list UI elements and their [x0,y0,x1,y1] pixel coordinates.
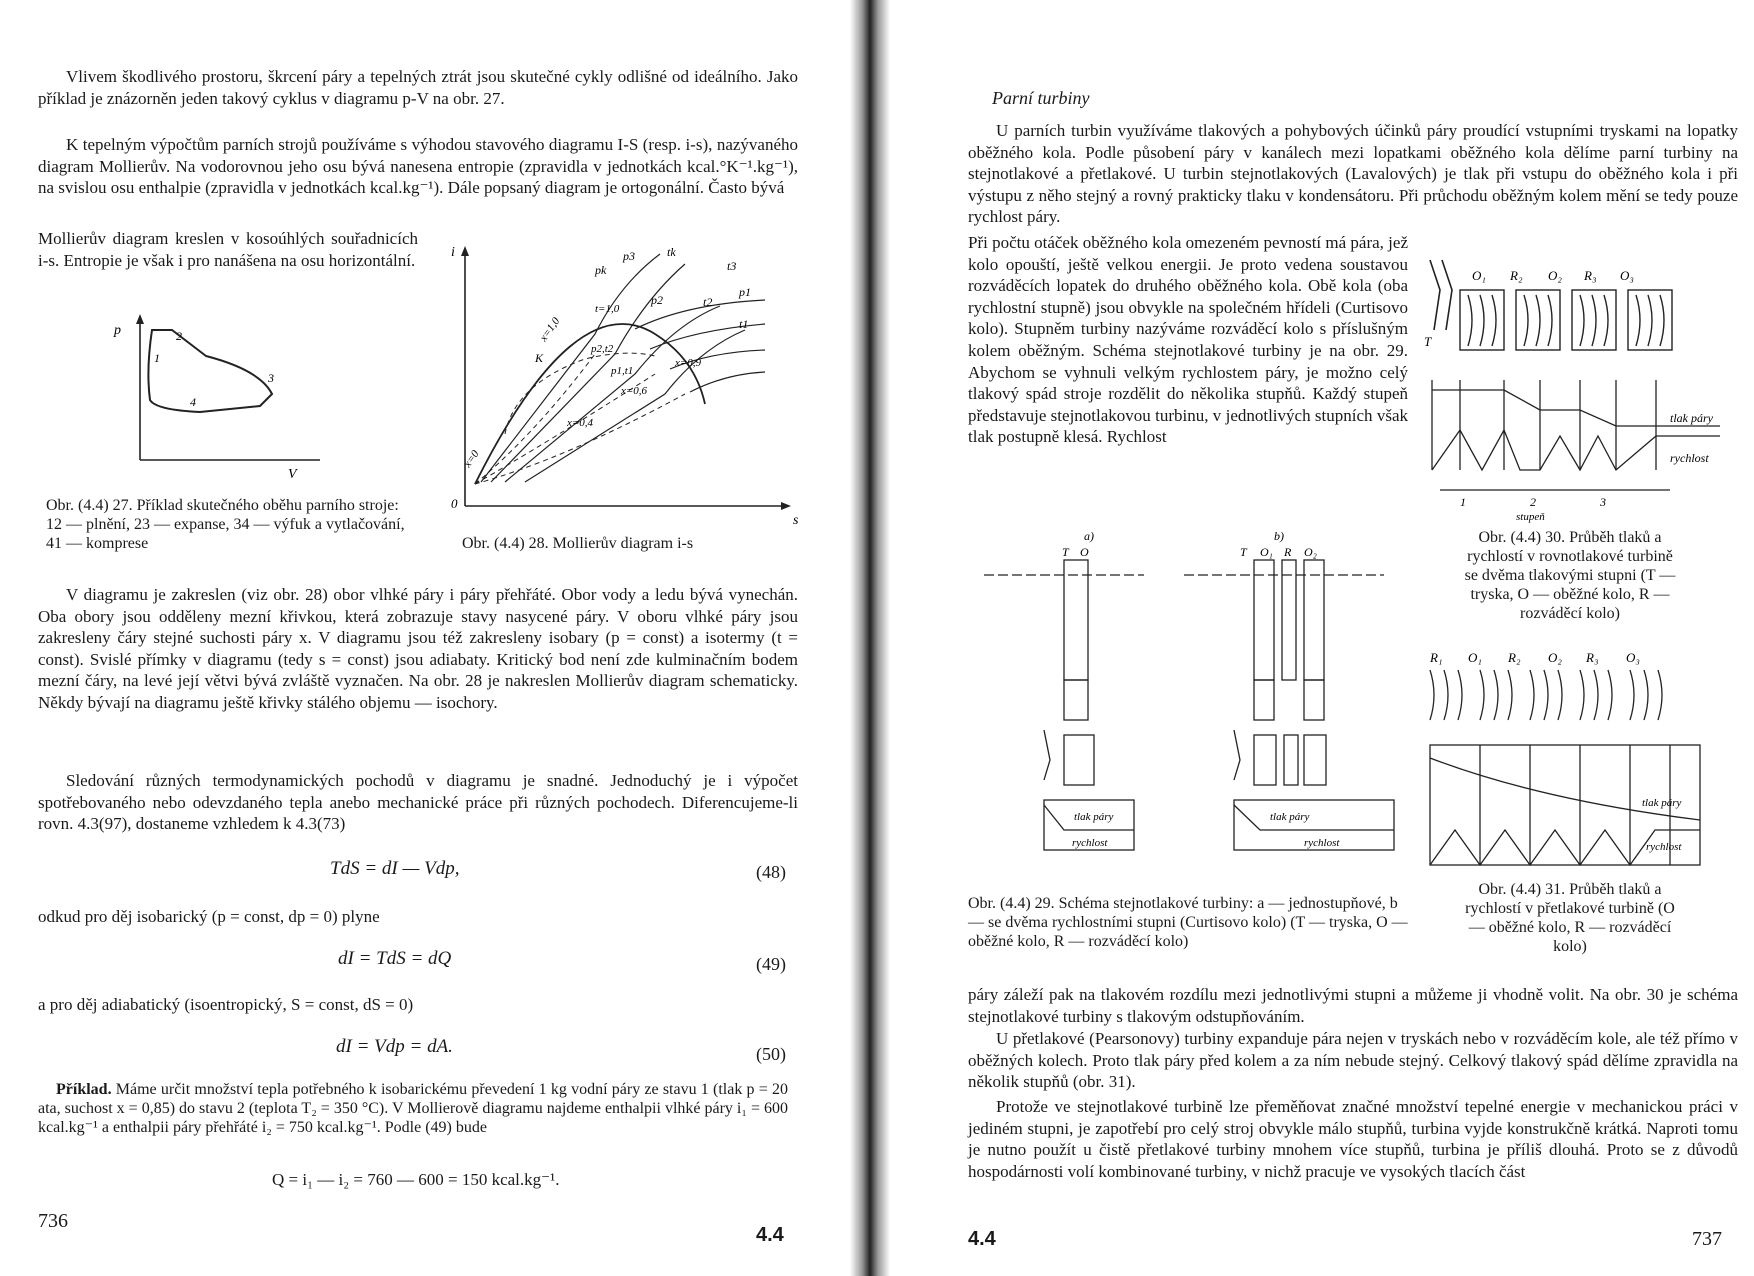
paragraph: Protože ve stejnotlakové turbině lze přeměňovat značné množství tepelné energie v mechanickou práci v jediném stupni, je zapotřebí pro celý stroj obvykle málo stupňů, turbina vyjde konstrukčně krátká. Naproti tomu je nutno použít u čistě přetlakové turbiny mnohem více stupňů, turbina je příliš dlouhá. Proto se z důvodů hospodárnosti volí kombinované turbiny, v nichž pracuje ve vysokých tlacích část [968,1097,1738,1181]
figure-27-pv-diagram [110,310,340,482]
stage-label: R₂ [1508,650,1521,665]
curve-label: p2,t2 [591,343,614,355]
paragraph: V diagramu je zakreslen (viz obr. 28) obor vlhké páry i páry přehřáté. Obor vody a ledu bývá vynechán. Oba obory jsou odděleny mezní křivkou, která zobrazuje stavy nasycené páry. V oboru vlhké páry jsou zakresleny čáry stejné suchosti páry x. V diagramu jsou též zakresleny isobary (p = const) a isotermy (t = const). Svislé přímky v diagramu (tedy s = const) jsou adiabaty. Kritický bod není zde kulminačním bodem mezní čáry, na levé její větvi bývá zvláště vyznačen. Na obr. 28 je nakreslen Mollierův diagram schematicky. Někdy bývají na diagramu ještě křivky stálého objemu — isochory. [38,585,798,712]
figure-31-caption: Obr. (4.4) 31. Průběh tlaků a rychlostí v přetlakové turbině (O — oběžné kolo, R — rozváděcí kolo) [1465,881,1675,955]
curve-label: p1 [739,285,751,299]
figure-28-caption: Obr. (4.4) 28. Mollierův diagram i-s [462,535,694,552]
example-label: Příklad. [56,1081,112,1098]
equation-number: (48) [756,862,786,882]
section-number: 4.4 [756,1224,784,1246]
paragraph: páry záleží pak na tlakovém rozdílu mezi jednotlivými stupni a můžeme ji vhodně volit. Na obr. 30 je schéma stejnotlakové turbiny s tlakovým odstupňováním. [968,985,1738,1026]
curve-label: tk [667,245,676,259]
curve-label: t2 [703,295,713,309]
axis-label: s [793,513,799,528]
section-number: 4.4 [968,1228,996,1250]
curve-label: p2 [651,293,663,307]
figure-27-caption: Obr. (4.4) 27. Příklad skutečného oběhu parního stroje: 12 — plnění, 23 — expanse, 34 — výfuk a vytlačování, 41 — komprese [46,497,405,552]
paragraph: K tepelným výpočtům parních strojů používáme s výhodou stavového diagramu I-S (resp. i-s), nazývaného diagram Mollierův. Na vodorovnou jeho osu bývá nanesena entropie (zpravidla v jednotkách kcal.°K⁻¹.kg⁻¹), na svislou osu enthalpie (zpravidla v jednotkách kcal.kg⁻¹). Dále popsaný diagram je ortogonální. Často bývá [38,135,798,198]
axis-label: 0 [451,496,458,511]
point-label: 4 [190,395,196,409]
stage-label: R₁ [1430,650,1443,665]
curve-label: x=1,0 [537,315,563,344]
axis-label: i [451,245,455,260]
paragraph: U přetlakové (Pearsonovy) turbiny expanduje pára nejen v tryskách nebo v rozváděcím kole, ale též přímo v oběžných kolech. Proto tlak páry před kolem a za ním nebude stejný. Celkový tlakový spád dělíme zpravidla na několik stupňů (obr. 31). [968,1029,1738,1092]
curve-label: pk [595,263,607,277]
point-label: 2 [176,329,182,343]
part-label: T [1062,545,1069,559]
figure-30-diagram [1420,250,1730,523]
axis-label: stupeň [1516,511,1545,523]
point-label: 1 [154,351,160,365]
curve-label: tlak páry [1074,811,1114,823]
part-label: O₂ [1304,545,1317,559]
equation-48: TdS = dI — Vdp, [330,858,460,879]
curve-label: t3 [727,259,737,273]
stage-number: 2 [1530,495,1536,509]
curve-label: tlak páry [1642,797,1682,809]
figure-31-diagram [1420,650,1720,880]
paragraph: U parních turbin využíváme tlakových a pohybových účinků páry proudící vstupními tryskami na lopatky oběžného kola. Podle působení páry v kanálech mezi lopatkami oběžného kola dělíme parní turbiny na stejnotlakové a přetlakové. U turbin stejnotlakových (Lavalových) je tlak při vstupu do oběžného kola i při výstupu z něho stejný a rovný prakticky tlaku v kondensátoru. Při průchodu oběžným kolem mění se tedy pouze rychlost páry. [968,121,1738,227]
curve-label: rychlost [1670,451,1709,465]
part-label: O [1080,545,1089,559]
paragraph: a pro děj adiabatický (isoentropický, S = const, dS = 0) [38,995,414,1014]
curve-label: rychlost [1072,837,1108,849]
paragraph: Vlivem škodlivého prostoru, škrcení páry a tepelných ztrát jsou skutečné cykly odlišné od ideálního. Jako příklad je znázorněn jeden takový cyklus v diagramu p-V na obr. 27. [38,67,798,108]
stage-label: R₃ [1586,650,1599,665]
curve-label: tlak páry [1670,411,1713,425]
curve-label: K [535,351,544,365]
right-page [880,0,1754,1276]
curve-label: x=0,4 [567,417,594,429]
stage-label: R₂ [1510,268,1523,283]
curve-label: p3 [623,249,635,263]
stage-label: R₃ [1584,268,1597,283]
curve-label: t=1,0 [595,303,620,315]
stage-label: O₁ [1468,650,1482,665]
equation-number: (49) [756,954,786,974]
stage-label: O₂ [1548,268,1562,283]
example-block [38,1080,788,1137]
stage-label: T [1424,334,1432,349]
page-number: 737 [1692,1228,1722,1250]
section-heading: Parní turbiny [992,88,1090,108]
stage-label: O₃ [1620,268,1634,283]
paragraph: Sledování různých termodynamických pochodů v diagramu je snadné. Jednoduchý je i výpočet spotřebovaného nebo odevzdaného tepla anebo mechanické práce při různých pochodech. Diferencujeme-li rovn. 4.3(97), dostaneme vzhledem k 4.3(73) [38,771,798,834]
left-page [0,0,860,1276]
figure-29-diagram [984,530,1414,860]
axis-label: V [288,467,297,482]
stage-number: 1 [1460,495,1466,509]
page-number: 736 [38,1210,68,1232]
axis-label: p [114,323,121,338]
curve-label: tlak páry [1270,811,1310,823]
stage-label: O₃ [1626,650,1640,665]
paragraph: Při počtu otáček oběžného kola omezeném pevností má pára, jež kolo opouští, ještě velkou energii. Je proto vedena soustavou rozváděcích lopatek do druhého oběžného kola. Obě kola (oba rychlostní stupně) jsou obvykle na společném hřídeli (Curtisovo kolo). Stupněm turbiny nazýváme rozváděcí kolo s příslušným kolem oběžným. Schéma stejnotlakové turbiny je na obr. 29. Abychom se vyhnuli velkým rychlostem páry, je možno celý tlakový spád stroje rozdělit do několika stupňů. Každý stupeň představuje stejnotlakovou turbinu, v jednotlivých stupních však tlak postupně klesá. Rychlost [968,233,1408,447]
curve-label: x=0,6 [621,385,648,397]
curve-label: rychlost [1646,841,1682,853]
example-equation: Q = i₁ — i₂ = 760 — 600 = 150 kcal.kg⁻¹. [272,1170,560,1189]
subfigure-label: a) [1084,529,1094,543]
stage-label: O₁ [1472,268,1486,283]
curve-label: rychlost [1304,837,1340,849]
stage-label: O₂ [1548,650,1562,665]
part-label: R [1284,545,1292,559]
paragraph: odkud pro děj isobarický (p = const, dp = 0) plyne [38,907,380,926]
equation-50: dI = Vdp = dA. [336,1036,453,1057]
part-label: O₁ [1260,545,1273,559]
subfigure-label: b) [1274,529,1284,543]
curve-label: x=0,9 [675,357,702,369]
equation-49: dI = TdS = dQ [338,948,452,969]
curve-label: p1,t1 [611,365,634,377]
curve-label: t1 [739,317,749,331]
example-text: Máme určit množství tepla potřebného k isobarickému převedení 1 kg vodní páry ze stavu 1 (tlak p = 20 ata, suchost x = 0,85) do stavu 2 (teplota T₂ = 350 °C). V Mollierově diagramu najdeme enthalpii vlhké páry i₁ = 600 kcal.kg⁻¹ a enthalpii páry přehřáté i₂ = 750 kcal.kg⁻¹. Podle (49) bude [38,1081,788,1136]
paragraph: Mollierův diagram kreslen v kosoúhlých souřadnicích i-s. Entropie je však i pro nanášena na osu horizontální. [38,229,418,270]
part-label: T [1240,545,1247,559]
point-label: 3 [268,371,274,385]
curve-label: x=0 [461,448,482,470]
stage-number: 3 [1600,495,1606,509]
figure-29-caption: Obr. (4.4) 29. Schéma stejnotlakové turbiny: a — jednostupňové, b — se dvěma rychlostními stupni (Curtisovo kolo) (T — tryska, O — oběžné kolo, R — rozváděcí kolo) [968,895,1408,950]
equation-number: (50) [756,1044,786,1064]
figure-28-mollier-diagram [445,244,805,534]
figure-30-caption: Obr. (4.4) 30. Průběh tlaků a rychlostí v rovnotlakové turbině se dvěma tlakovými stupni (T — tryska, O — oběžné kolo, R — rozváděcí kolo) [1464,529,1676,622]
